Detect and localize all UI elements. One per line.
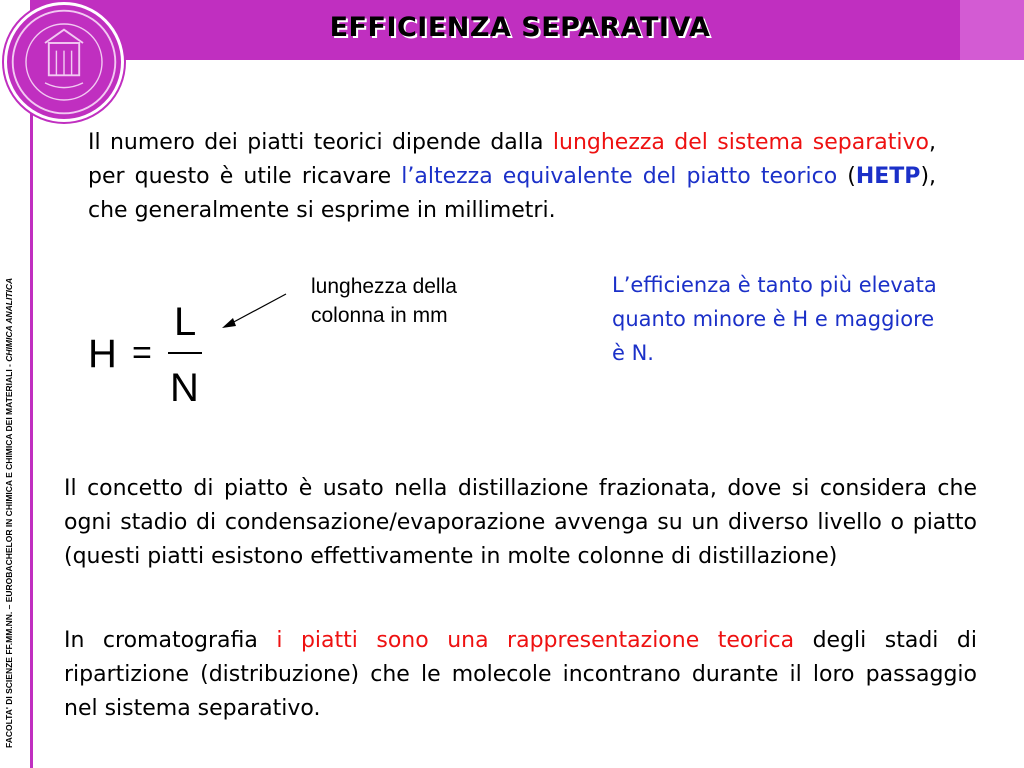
caption-italic-text: CHIMICA ANALITICA [4, 277, 14, 362]
efficiency-note: L’efficienza è tanto più elevata quanto minore è H e maggiore è N. [612, 273, 937, 365]
formula-lhs: H [88, 332, 117, 376]
formula-numerator: L [174, 300, 197, 344]
p1-red-text: lunghezza del sistema separativo [552, 130, 929, 155]
formula-denominator: N [170, 366, 199, 410]
length-annotation: lunghezza della colonna in mm [311, 275, 457, 327]
page-title: EFFICIENZA SEPARATIVA [329, 12, 711, 43]
paragraph-distillation: Il concetto di piatto è usato nella distillazione frazionata, dove si considera che ogni stadio di condensazione/evaporazione avvenga su un diverso livello o piatto (questi piatti esistono effettivamente in molte colonne di distillazione) [64, 476, 977, 569]
p1-hetp-text: HETP [855, 164, 921, 189]
paragraph-chromatography [64, 624, 977, 726]
hetp-formula [84, 300, 214, 420]
p1-blue-text: l’altezza equivalente del piatto teorico [401, 164, 838, 189]
fraction-line [168, 352, 202, 354]
p1-text-3: ( [837, 164, 856, 189]
header-accent [960, 0, 1024, 60]
paragraph-hetp [88, 126, 936, 228]
p3-red-text: i piatti sono una rappresentazione teorica [276, 628, 795, 653]
p1-text-2: , per questo è utile ricavare [88, 130, 936, 189]
p1-text-4: ), che generalmente si esprime in millimetri. [88, 164, 937, 223]
formula-equals: = [132, 334, 152, 372]
vertical-caption [4, 278, 14, 748]
university-seal-icon [4, 2, 124, 122]
p3-text-2: degli stadi di ripartizione (distribuzione) che le molecole incontrano durante il loro passaggio nel sistema separativo. [64, 628, 977, 721]
caption-text: FACOLTA' DI SCIENZE FF.MM.NN. – EUROBACHELOR IN CHIMICA E CHIMICA DEI MATERIALI - [4, 361, 14, 748]
p1-text-1: Il numero dei piatti teorici dipende dalla [88, 130, 553, 155]
p3-text-1: In cromatografia [64, 628, 277, 653]
